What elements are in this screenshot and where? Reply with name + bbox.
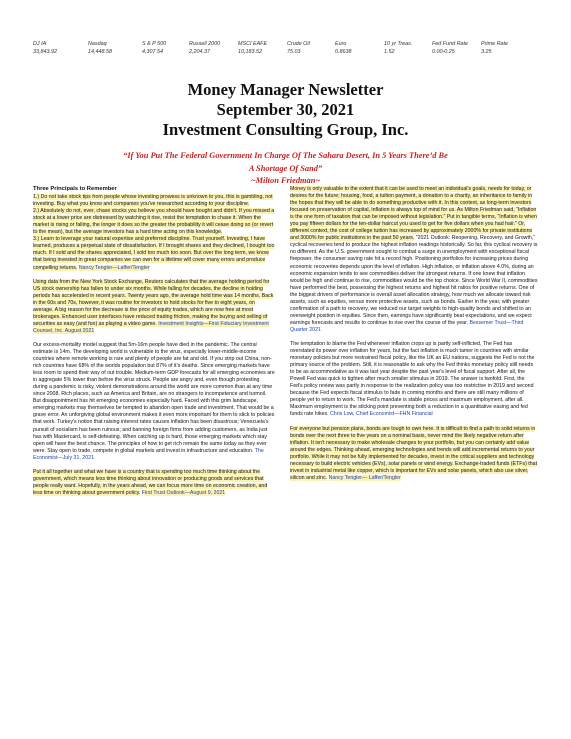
principle-1: 1.) Do not take stock tips from people whose investing prowess is unknown to you, this is gambling, not investing. Buy what you know and companies you've researched according to your discipline. <box>33 194 273 208</box>
ticker-item-prime: Prime Rate 3.25 <box>481 41 508 55</box>
principles-title: Three Principals to Remember <box>33 186 117 192</box>
newsletter-title: Money Manager Newsletter <box>187 80 384 99</box>
left-column <box>33 186 275 504</box>
excess-mortality-paragraph: Our excess-mortality model suggest that 5m-16m people have died in the pandemic. The central estimate is 14m. The developing world is vulnerable to the virus, especially lower-middle-income countries where remote working is rare and plenty of people are fat and old. If you strip out China, non-rich countries have 68% of the worlds population but 87% of it's deaths. Since emerging markets have less room to spend their way of out trouble. Medium-term GDP forecasts for all emerging economies are in aggregate 5% lower than before the virus struck. People are angry and, even though protesting during a pandemic is risky, violent demonstrations around the world are more common than at any time since 2008. Rich places, such as America and Britain, are no strangers to incompetence and turmoil. But disappointment has hit emerging economies especially hard. Faced with this grim landscape, emerging markets may themselves be tempted to abandon open trade and investment. That would be a grave error. An unforgiving global environment makes it even more important for them to stick to policies that work. Turkey's notion that raising interest rates causes inflation has been disastrous; Venezuela's pursuit of socialism has been ruinous; and banning foreign firms from adding customers, as India just has with Mastercard, is self-defeating. When catching up is hard, those emerging markets which stay open will have the best chance. The principles of how to get rich remain the same today as they ever were. Stay open to trade, compete in global markets and invest in infrastructure and education. <box>33 341 275 454</box>
holding-period-paragraph: Using data from the New York Stock Exchange, Reuters calculates that the average holding period for US stock ownership has fallen to under six months. While falling for decades, the decline in holding periods has accelerated in recent years. Twenty years ago, the average hold time was 14 months. Back in the 60s and 70s, however, it was routine for investors to hold stocks for five to eight years, on average. A big reason for the decrease is the price of equity trades, which are now free at most brokerages. Enhanced user interfaces have reduced trading friction, making the buying and selling of securities as easy (and fun) as playing a video game. <box>33 278 274 327</box>
ticker-item-russell: Russell 2000 2,204.37 <box>189 41 221 55</box>
quote-author: ~Milton Friedman~ <box>250 176 321 185</box>
quote-block <box>38 150 533 188</box>
principle-3: 3.) Learn to leverage your natural expertise and preferred discipline. Trust yourself. Investing, I have learned, produces a perpetual state of dissatisfaction. If I brought shares and they declined, I bought too much. If I sold and the shares appreciated, I sold too much too soon. But over the long term, we know that being invested in great companies we can own for a lifetime will cover many errors and produce compelling returns. <box>33 236 275 271</box>
ticker-item-sp500: S & P 500 4,307.54 <box>142 41 167 55</box>
ticker-item-nasdaq: Nasdaq 14,448.58 <box>88 41 112 55</box>
outlook-paragraph: “2021 Outlook: Reopening, Recovery, and Growth,” cyclical recoveries tend to produce the highest inflation readings historically. So far, this cyclical recovery is no different. As the U.S. government sought to combat a surge in unemployment with exceptional fiscal firepower, the consumer saving rate hit a record high. Positioning portfolios for increasing prices during economic recoveries depends upon the level of inflation. High inflation, or inflation above 4.0%, during an economic expansion tends to see commodities deliver the strongest returns. If one knew that inflation would be high and continue to rise, commodities would be the top choice. Since World War II, commodities have performed the best, possessing the highest returns and highest hit ratios for positive returns. One of the biggest drivers of performance is overall asset allocation strategy, how much we allocate toward risk assets, such as equities, versus more protective assets, such as bonds. Earlier in the year, with greater confirmation of a path to recovery, we reduced our target weights to high-quality bonds and shifted to an overweight position in equities. Since then, earnings have significantly beat expectations, and we expect earnings forecasts and results to continue to rise over the course of the year. <box>290 235 538 326</box>
government-citation: First Trust Outlook—August 9, 2021 <box>141 489 226 496</box>
outlook-citation: Bessemer Trust—Third Quarter 2021 <box>290 319 524 333</box>
money-value-paragraph: Money is only valuable to the extent that it can be used to meet an individual's goals, needs for today, or desires for the future; housing, food, a tuition payment, a donation to a charity, an inheritance to family in the hopes that they will be able to do something productive with it. In this context, as long-term investors focused on preservation of capital, inflation is always top of mind for us. As Milton Friedman said, “Inflation is the one form of taxation that can be imposed without legislation.” Put in tangible terms, “Inflation is when you pay fifteen dollars for the ten-dollar haircut you used to get for five dollars when you had hair.” Or, different context, the cost of college tuition has increased by approximately 2000% for private institutions and 3000% for public institutions in the past 50 years. <box>290 186 537 242</box>
excess-mortality-citation: The Economist—July 31, 2021 <box>33 447 264 461</box>
ticker-item-eafe: MSCI EAFE 10,183.52 <box>238 41 268 55</box>
fed-blame-paragraph: The temptation to blame the Fed whenever inflation crops up is partly self-inflicted. The Fed has overstated its power over inflation for years, but the fact inflation is much tamer in countries with similar monetary policies but more restrained fiscal policy, like the UK an EU nations, suggests the Fed is not the primary source of the problem. Still, it is reasonable to ask why the Fed thinks monetary policy still needs to be as accommodative as it was last year despite the past year's level of fiscal support. After all, the Powell Fed was quick to tighten after much smaller stimulus in 2019. The answer is twofold. First, the Fed's policy review was partly in response to the realization policy was too restrictive in 2019 and second because the Fed expects fiscal stimulus to fade in coming months and there are still many millions of people yet to return to work. The Fed's mandate is stable prices and maximum employment, after all. Maximum employment is the sticking point preventing both a reduction in a quantitative easing and fed funds rate hikes. <box>290 340 535 418</box>
quote-line-2: A Shortage Of Sand” <box>248 163 323 173</box>
company-name: Investment Consulting Group, Inc. <box>162 120 409 139</box>
market-ticker <box>0 41 571 63</box>
newsletter-header <box>20 80 551 140</box>
quote-line-1: “If You Put The Federal Government In Charge Of The Sahara Desert, In 5 Years There’d Be <box>123 151 448 160</box>
holding-period-citation: Investment Insights—First Fiduciary Investment Counsel, Inc. August 2021 <box>33 320 269 334</box>
right-column <box>290 186 538 489</box>
ticker-item-fedfunds: Fed Fund Rate 0.00-0.25 <box>432 41 468 55</box>
principle-2: 2.) Absolutely do not, ever, chase stocks you believe you should have bought and didn't. If you missed a stock at a lower price are distressed by watching it rise, resist the temptation to chase it. When the market is rising or falling, the longer it does so the greater the probability it will cease doing so (or revert to the mean), but the average investors has a hard time acting on this knowledge. <box>33 208 275 236</box>
ticker-item-crude: Crude Oil 75.03 <box>287 41 310 55</box>
ticker-item-treasury: 10 yr Treas. 1.52 <box>384 41 413 55</box>
newsletter-date: September 30, 2021 <box>216 100 355 119</box>
bonds-citation: Nancy Tengler— Laffer/Tengler <box>328 474 401 481</box>
ticker-item-djia: DJ IA 33,843.92 <box>33 41 57 55</box>
fed-blame-citation: Chris Low, Chief Economist—FHN Financial <box>330 411 433 418</box>
bonds-paragraph: For everyone but pension plans, bonds are tough to own here. It is difficult to find a path to solid returns in bonds over the next three to five years on a nominal basis, never mind the likely negative return after inflation. It isn't necessary to make wholesale changes to your portfolio, but you can certainly add value around the edges. Thinking ahead, emerging technologies and trends will add incremental returns to your portfolio. While it may not be fully implemented for decades, invest in the critical suppliers and technology necessary to build electric vehicles (EVs), solar panels or wind energy. Exchange-traded funds (ETFs) that invest in industrial metal like copper, which is important for EVs and solar panels, which also use silver, silicon and zinc. <box>290 425 538 481</box>
government-paragraph: Put it all together and what we have is a country that is spending too much time thinking about the government, which means less time thinking about innovation or producing goods and services that people really want. Hopefully, in the years ahead, we can focus more time on economic creation, and less time on thinking about government policy. <box>33 468 268 496</box>
principle-3-citation: Nancy Tengler—Laffer/Tengler <box>78 264 150 271</box>
ticker-item-euro: Euro 0.8638 <box>335 41 352 55</box>
